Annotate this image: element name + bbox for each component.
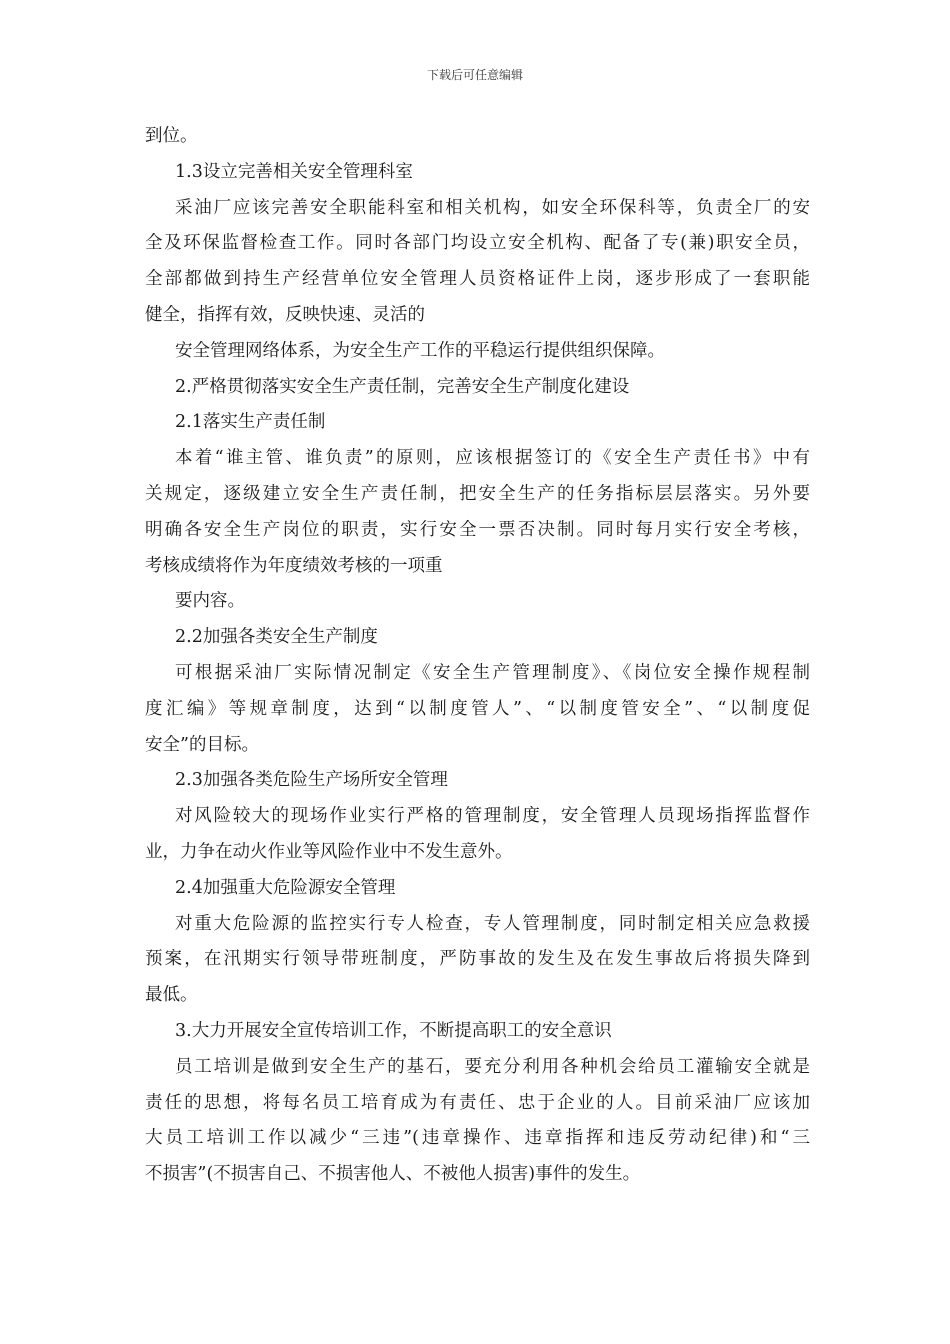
paragraph-line: 最低。 [145,985,198,1006]
paragraph-line: 要内容。 [175,591,245,612]
page-header: 下载后可任意编辑 [426,68,523,82]
paragraph-line: 责任的思想，将每名员工培育成为有责任、忠于企业的人。目前采油厂应该加 [145,1092,810,1113]
paragraph-line: 不损害”(不损害自己、不损害他人、不被他人损害)事件的发生。 [145,1164,641,1185]
paragraph-line: 全及环保监督检查工作。同时各部门均设立安全机构、配备了专(兼)职安全员， [145,233,810,254]
section-heading: 2.4加强重大危险源安全管理 [175,877,396,898]
section-heading: 1.3设立完善相关安全管理科室 [175,161,413,182]
paragraph-line: 健全，指挥有效，反映快速、灵活的 [145,304,425,325]
paragraph-line: 度汇编》等规章制度，达到“以制度管人”、“以制度管安全”、“以制度促 [145,698,810,719]
section-heading: 2.2加强各类安全生产制度 [175,627,378,648]
section-heading: 2.3加强各类危险生产场所安全管理 [175,770,448,791]
paragraph-line: 明确各安全生产岗位的职责，实行安全一票否决制。同时每月实行安全考核， [145,519,810,540]
paragraph-line: 采油厂应该完善安全职能科室和相关机构，如安全环保科等，负责全厂的安 [175,197,810,218]
paragraph-line: 大员工培训工作以减少“三违”(违章操作、违章指挥和违反劳动纪律)和“三 [145,1128,810,1149]
text-line: 到位。 [145,126,198,146]
paragraph-line: 预案，在汛期实行领导带班制度，严防事故的发生及在发生事故后将损失降到 [145,949,810,970]
paragraph-line: 关规定，逐级建立安全生产责任制，把安全生产的任务指标层层落实。另外要 [145,483,810,504]
paragraph-line: 本着“谁主管、谁负责”的原则，应该根据签订的《安全生产责任书》中有 [175,448,810,469]
paragraph-line: 对重大危险源的监控实行专人检查，专人管理制度，同时制定相关应急救援 [175,913,810,934]
paragraph-line: 安全管理网络体系，为安全生产工作的平稳运行提供组织保障。 [175,340,665,361]
paragraph-line: 安全”的目标。 [145,734,259,755]
paragraph-line: 业，力争在动火作业等风险作业中不发生意外。 [145,841,513,862]
section-heading: 2.严格贯彻落实安全生产责任制，完善安全生产制度化建设 [175,376,630,397]
paragraph-line: 考核成绩将作为年度绩效考核的一项重 [145,555,443,576]
paragraph-line: 可根据采油厂实际情况制定《安全生产管理制度》、《岗位安全操作规程制 [175,662,810,683]
document-body [145,119,810,1193]
paragraph-line: 全部都做到持生产经营单位安全管理人员资格证件上岗，逐步形成了一套职能 [145,269,810,290]
section-heading: 3.大力开展安全宣传培训工作，不断提高职工的安全意识 [175,1020,612,1041]
paragraph-line: 员工培训是做到安全生产的基石，要充分利用各种机会给员工灌输安全就是 [175,1056,810,1077]
section-heading: 2.1落实生产责任制 [175,412,326,433]
paragraph-line: 对风险较大的现场作业实行严格的管理制度，安全管理人员现场指挥监督作 [175,806,810,827]
